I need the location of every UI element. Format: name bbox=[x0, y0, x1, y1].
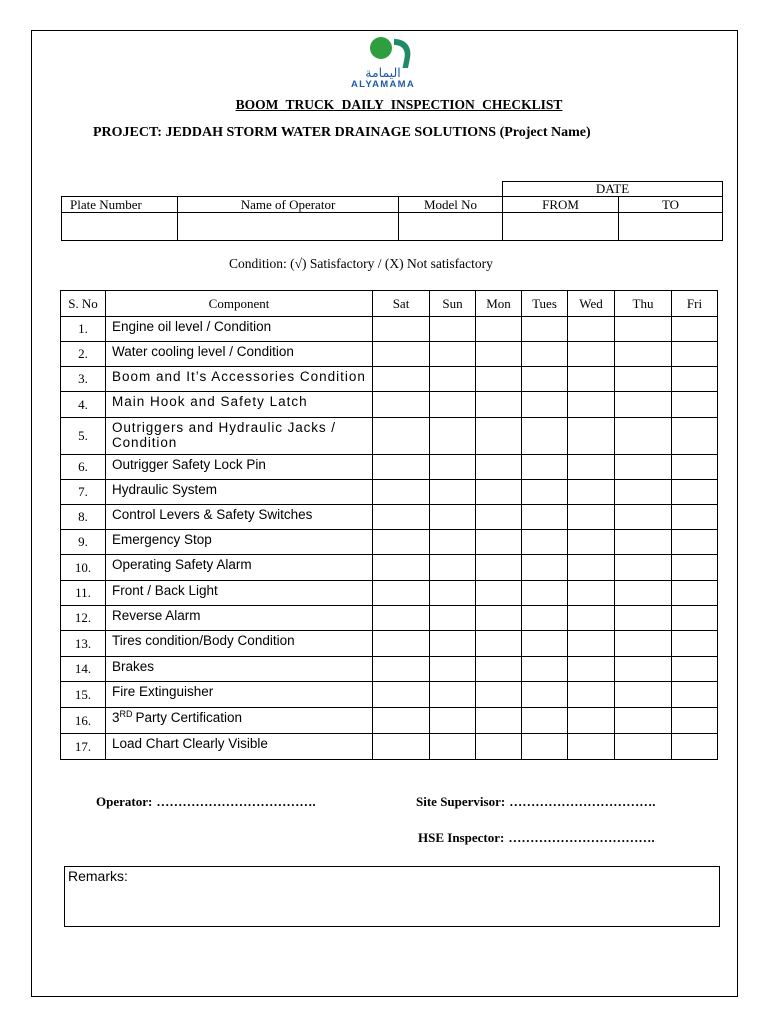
check-cell-sun bbox=[430, 418, 476, 455]
info-header-row bbox=[62, 197, 723, 213]
logo-arabic-text: اليمامة bbox=[365, 65, 401, 80]
check-cell-tues bbox=[522, 606, 568, 631]
check-cell-wed bbox=[568, 708, 615, 734]
item-number: 10. bbox=[61, 555, 106, 581]
check-cell-fri bbox=[672, 455, 718, 480]
checklist-body bbox=[61, 317, 718, 760]
component-name: Engine oil level / Condition bbox=[112, 319, 272, 334]
check-cell-mon bbox=[476, 682, 522, 708]
component-cell bbox=[106, 581, 373, 606]
remarks-box bbox=[64, 866, 720, 927]
item-number: 13. bbox=[61, 631, 106, 657]
check-cell-sat bbox=[373, 530, 430, 555]
company-logo bbox=[341, 35, 425, 91]
component-cell bbox=[106, 606, 373, 631]
component-header: Component bbox=[106, 291, 373, 317]
component-name: Reverse Alarm bbox=[112, 608, 201, 623]
check-cell-fri bbox=[672, 708, 718, 734]
check-cell-tues bbox=[522, 555, 568, 581]
hse-inspector-label: HSE Inspector: bbox=[418, 830, 505, 845]
component-cell bbox=[106, 455, 373, 480]
check-cell-sat bbox=[373, 392, 430, 418]
check-cell-mon bbox=[476, 418, 522, 455]
sno-header: S. No bbox=[61, 291, 106, 317]
component-superscript: RD bbox=[119, 709, 133, 719]
component-cell bbox=[106, 317, 373, 342]
check-cell-wed bbox=[568, 480, 615, 505]
checklist-row bbox=[61, 455, 718, 480]
item-number: 7. bbox=[61, 480, 106, 505]
check-cell-sun bbox=[430, 708, 476, 734]
check-cell-fri bbox=[672, 657, 718, 682]
check-cell-mon bbox=[476, 505, 522, 530]
check-cell-fri bbox=[672, 505, 718, 530]
item-number: 4. bbox=[61, 392, 106, 418]
check-cell-mon bbox=[476, 392, 522, 418]
check-cell-sun bbox=[430, 657, 476, 682]
check-cell-thu bbox=[615, 555, 672, 581]
check-cell-sat bbox=[373, 657, 430, 682]
check-cell-tues bbox=[522, 657, 568, 682]
checklist-row bbox=[61, 317, 718, 342]
check-cell-sun bbox=[430, 631, 476, 657]
check-cell-sun bbox=[430, 342, 476, 367]
check-cell-tues bbox=[522, 505, 568, 530]
component-name: Main Hook and Safety Latch bbox=[112, 394, 308, 409]
day-header-tues: Tues bbox=[522, 291, 568, 317]
check-cell-fri bbox=[672, 480, 718, 505]
hse-inspector-signature bbox=[418, 830, 655, 846]
check-cell-wed bbox=[568, 682, 615, 708]
check-cell-fri bbox=[672, 555, 718, 581]
check-cell-thu bbox=[615, 480, 672, 505]
check-cell-sun bbox=[430, 392, 476, 418]
component-name: Emergency Stop bbox=[112, 532, 212, 547]
checklist-row bbox=[61, 682, 718, 708]
check-cell-sat bbox=[373, 631, 430, 657]
date-header: DATE bbox=[503, 182, 723, 197]
check-cell-sun bbox=[430, 682, 476, 708]
item-number: 17. bbox=[61, 734, 106, 760]
check-cell-fri bbox=[672, 317, 718, 342]
plate-number-header: Plate Number bbox=[62, 197, 178, 213]
check-cell-fri bbox=[672, 682, 718, 708]
operator-signature bbox=[96, 794, 316, 810]
check-cell-sun bbox=[430, 505, 476, 530]
check-cell-thu bbox=[615, 682, 672, 708]
check-cell-thu bbox=[615, 734, 672, 760]
check-cell-fri bbox=[672, 631, 718, 657]
check-cell-mon bbox=[476, 555, 522, 581]
component-cell bbox=[106, 392, 373, 418]
check-cell-sat bbox=[373, 455, 430, 480]
item-number: 11. bbox=[61, 581, 106, 606]
component-name: Tires condition/Body Condition bbox=[112, 633, 295, 648]
check-cell-fri bbox=[672, 342, 718, 367]
check-cell-sat bbox=[373, 367, 430, 392]
date-from-header: FROM bbox=[503, 197, 619, 213]
day-header-fri: Fri bbox=[672, 291, 718, 317]
component-name: Fire Extinguisher bbox=[112, 684, 214, 699]
check-cell-thu bbox=[615, 317, 672, 342]
component-name: Brakes bbox=[112, 659, 155, 674]
check-cell-tues bbox=[522, 392, 568, 418]
component-name: Outriggers and Hydraulic Jacks / Condition bbox=[112, 420, 336, 450]
check-cell-thu bbox=[615, 367, 672, 392]
item-number: 8. bbox=[61, 505, 106, 530]
check-cell-thu bbox=[615, 392, 672, 418]
blank-cell bbox=[62, 182, 503, 197]
component-cell bbox=[106, 555, 373, 581]
check-cell-wed bbox=[568, 418, 615, 455]
checklist-row bbox=[61, 555, 718, 581]
component-name: Load Chart Clearly Visible bbox=[112, 736, 268, 751]
check-cell-thu bbox=[615, 606, 672, 631]
day-header-sat: Sat bbox=[373, 291, 430, 317]
check-cell-tues bbox=[522, 682, 568, 708]
check-cell-wed bbox=[568, 581, 615, 606]
logo-mark bbox=[394, 39, 410, 68]
check-cell-thu bbox=[615, 455, 672, 480]
checklist-row bbox=[61, 480, 718, 505]
check-cell-tues bbox=[522, 581, 568, 606]
component-cell bbox=[106, 505, 373, 530]
check-cell-sat bbox=[373, 734, 430, 760]
check-cell-wed bbox=[568, 530, 615, 555]
hse-inspector-line: ……………………………. bbox=[508, 830, 655, 845]
check-cell-fri bbox=[672, 392, 718, 418]
site-supervisor-label: Site Supervisor: bbox=[416, 794, 506, 809]
component-name: Water cooling level / Condition bbox=[112, 344, 294, 359]
check-cell-wed bbox=[568, 505, 615, 530]
component-cell bbox=[106, 734, 373, 760]
checklist-row bbox=[61, 581, 718, 606]
model-no-header: Model No bbox=[399, 197, 503, 213]
check-cell-fri bbox=[672, 367, 718, 392]
check-cell-mon bbox=[476, 455, 522, 480]
checklist-row bbox=[61, 708, 718, 734]
checklist-row bbox=[61, 657, 718, 682]
check-cell-tues bbox=[522, 367, 568, 392]
operator-name-value bbox=[178, 213, 399, 241]
item-number: 9. bbox=[61, 530, 106, 555]
component-name: Outrigger Safety Lock Pin bbox=[112, 457, 266, 472]
check-cell-mon bbox=[476, 530, 522, 555]
date-header-row bbox=[62, 182, 723, 197]
component-cell bbox=[106, 480, 373, 505]
check-cell-wed bbox=[568, 631, 615, 657]
item-number: 5. bbox=[61, 418, 106, 455]
item-number: 1. bbox=[61, 317, 106, 342]
condition-legend: Condition: (√) Satisfactory / (X) Not satisfactory bbox=[229, 256, 493, 271]
day-header-mon: Mon bbox=[476, 291, 522, 317]
component-prefix: 3 bbox=[112, 710, 120, 725]
check-cell-tues bbox=[522, 342, 568, 367]
check-cell-tues bbox=[522, 631, 568, 657]
site-supervisor-line: ……………………………. bbox=[509, 794, 656, 809]
check-cell-fri bbox=[672, 530, 718, 555]
check-cell-thu bbox=[615, 530, 672, 555]
check-cell-sun bbox=[430, 734, 476, 760]
check-cell-sun bbox=[430, 606, 476, 631]
check-cell-sun bbox=[430, 455, 476, 480]
date-to-header: TO bbox=[619, 197, 723, 213]
checklist-row bbox=[61, 606, 718, 631]
component-name: Front / Back Light bbox=[112, 583, 218, 598]
component-cell bbox=[106, 682, 373, 708]
check-cell-thu bbox=[615, 657, 672, 682]
check-cell-wed bbox=[568, 342, 615, 367]
project-line: PROJECT: JEDDAH STORM WATER DRAINAGE SOLUTIONS (Project Name) bbox=[93, 125, 591, 140]
check-cell-sat bbox=[373, 505, 430, 530]
check-cell-wed bbox=[568, 392, 615, 418]
logo-graphic bbox=[341, 35, 425, 91]
component-name: Operating Safety Alarm bbox=[112, 557, 252, 572]
checklist-header-row bbox=[61, 291, 718, 317]
check-cell-wed bbox=[568, 555, 615, 581]
item-number: 3. bbox=[61, 367, 106, 392]
check-cell-sat bbox=[373, 581, 430, 606]
check-cell-sun bbox=[430, 530, 476, 555]
check-cell-tues bbox=[522, 708, 568, 734]
check-cell-wed bbox=[568, 606, 615, 631]
check-cell-mon bbox=[476, 367, 522, 392]
vehicle-info-table bbox=[61, 181, 723, 241]
remarks-label: Remarks: bbox=[68, 868, 128, 884]
date-to-value bbox=[619, 213, 723, 241]
checklist-row bbox=[61, 505, 718, 530]
item-number: 15. bbox=[61, 682, 106, 708]
check-cell-fri bbox=[672, 418, 718, 455]
item-number: 6. bbox=[61, 455, 106, 480]
check-cell-wed bbox=[568, 455, 615, 480]
component-cell bbox=[106, 657, 373, 682]
inspection-checklist-table bbox=[60, 290, 718, 760]
check-cell-mon bbox=[476, 317, 522, 342]
check-cell-sat bbox=[373, 342, 430, 367]
component-name: Boom and It’s Accessories Condition bbox=[112, 369, 366, 384]
check-cell-sat bbox=[373, 317, 430, 342]
check-cell-thu bbox=[615, 342, 672, 367]
checklist-row bbox=[61, 418, 718, 455]
logo-ball bbox=[370, 37, 392, 59]
check-cell-sat bbox=[373, 606, 430, 631]
logo-latin-text: ALYAMAMA bbox=[350, 79, 416, 90]
check-cell-sat bbox=[373, 555, 430, 581]
component-cell bbox=[106, 342, 373, 367]
component-name: Control Levers & Safety Switches bbox=[112, 507, 313, 522]
day-header-wed: Wed bbox=[568, 291, 615, 317]
check-cell-fri bbox=[672, 581, 718, 606]
date-from-value bbox=[503, 213, 619, 241]
checklist-row bbox=[61, 392, 718, 418]
item-number: 16. bbox=[61, 708, 106, 734]
info-value-row bbox=[62, 213, 723, 241]
check-cell-thu bbox=[615, 708, 672, 734]
check-cell-fri bbox=[672, 734, 718, 760]
checklist-row bbox=[61, 342, 718, 367]
check-cell-sat bbox=[373, 418, 430, 455]
check-cell-mon bbox=[476, 631, 522, 657]
component-name: Party Certification bbox=[135, 710, 243, 725]
check-cell-wed bbox=[568, 317, 615, 342]
item-number: 12. bbox=[61, 606, 106, 631]
check-cell-sat bbox=[373, 480, 430, 505]
check-cell-tues bbox=[522, 455, 568, 480]
site-supervisor-signature bbox=[416, 794, 655, 810]
check-cell-tues bbox=[522, 317, 568, 342]
check-cell-tues bbox=[522, 418, 568, 455]
check-cell-sat bbox=[373, 682, 430, 708]
check-cell-sun bbox=[430, 480, 476, 505]
check-cell-sun bbox=[430, 581, 476, 606]
check-cell-mon bbox=[476, 581, 522, 606]
check-cell-mon bbox=[476, 734, 522, 760]
checklist-row bbox=[61, 734, 718, 760]
checklist-row bbox=[61, 530, 718, 555]
check-cell-sun bbox=[430, 367, 476, 392]
check-cell-mon bbox=[476, 480, 522, 505]
item-number: 2. bbox=[61, 342, 106, 367]
check-cell-wed bbox=[568, 367, 615, 392]
check-cell-mon bbox=[476, 606, 522, 631]
check-cell-mon bbox=[476, 708, 522, 734]
check-cell-thu bbox=[615, 505, 672, 530]
component-name: Hydraulic System bbox=[112, 482, 218, 497]
check-cell-fri bbox=[672, 606, 718, 631]
check-cell-mon bbox=[476, 657, 522, 682]
document-title: BOOM TRUCK DAILY INSPECTION CHECKLIST bbox=[235, 97, 563, 112]
checklist-row bbox=[61, 367, 718, 392]
check-cell-thu bbox=[615, 418, 672, 455]
operator-signature-line: ………………………………. bbox=[156, 794, 316, 809]
model-no-value bbox=[399, 213, 503, 241]
check-cell-sat bbox=[373, 708, 430, 734]
component-cell bbox=[106, 708, 373, 734]
check-cell-mon bbox=[476, 342, 522, 367]
check-cell-thu bbox=[615, 581, 672, 606]
check-cell-sun bbox=[430, 317, 476, 342]
component-cell bbox=[106, 418, 373, 455]
check-cell-thu bbox=[615, 631, 672, 657]
component-cell bbox=[106, 530, 373, 555]
component-cell bbox=[106, 367, 373, 392]
check-cell-tues bbox=[522, 480, 568, 505]
operator-signature-label: Operator: bbox=[96, 794, 153, 809]
checklist-row bbox=[61, 631, 718, 657]
check-cell-tues bbox=[522, 734, 568, 760]
check-cell-sun bbox=[430, 555, 476, 581]
plate-number-value bbox=[62, 213, 178, 241]
item-number: 14. bbox=[61, 657, 106, 682]
day-header-sun: Sun bbox=[430, 291, 476, 317]
check-cell-wed bbox=[568, 734, 615, 760]
check-cell-wed bbox=[568, 657, 615, 682]
check-cell-tues bbox=[522, 530, 568, 555]
operator-name-header: Name of Operator bbox=[178, 197, 399, 213]
component-cell bbox=[106, 631, 373, 657]
day-header-thu: Thu bbox=[615, 291, 672, 317]
